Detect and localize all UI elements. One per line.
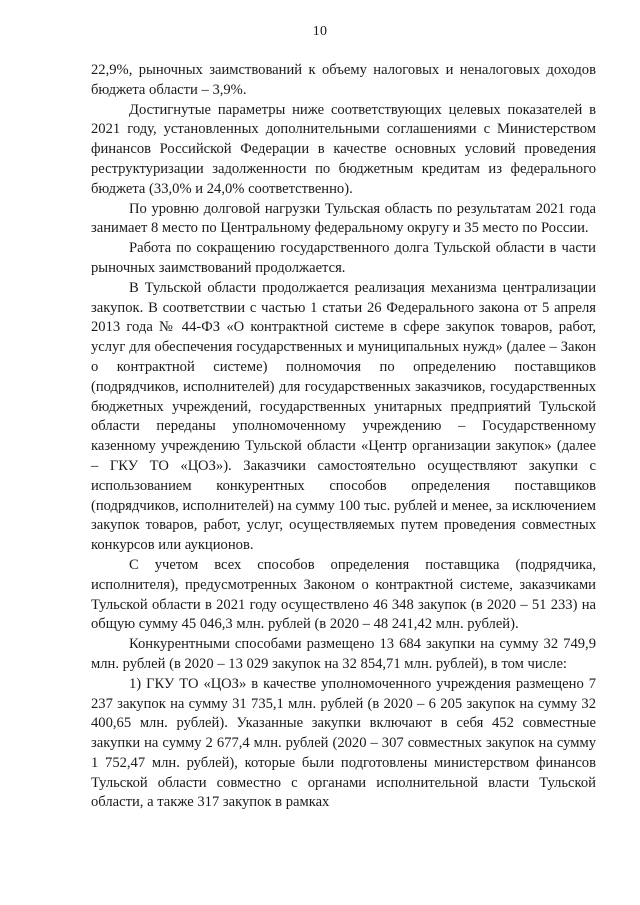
paragraph-procurement-centralization: В Тульской области продолжается реализация механизма централизации закупок. В соответствии с частью 1 статьи 26 Федерального закона от 5 апреля 2013 года № 44-ФЗ «О контрактной системе в сфере закупок товаров, работ, услуг для обеспечения государственных и муниципальных нужд» (далее – Закон о контрактной системе) полномочия по определению поставщиков (подрядчиков, исполнителей) для государственных заказчиков, государственных бюджетных учреждений, государственных унитарных предприятий Тульской области переданы уполномоченному учреждению – Государственному казенному учреждению Тульской области «Центр организации закупок» (далее – ГКУ ТО «ЦОЗ»). Заказчики самостоятельно осуществляют закупки с использованием конкурентных способов определения поставщиков (подрядчиков, исполнителей) на сумму 100 тыс. рублей и менее, за исключением закупок товаров, работ, услуг, осуществляемых путем проведения совместных конкурсов или аукционов. [91, 279, 596, 554]
paragraph-debt-reduction: Работа по сокращению государственного долга Тульской области в части рыночных заимствований продолжается. [91, 240, 596, 276]
paragraph-procurement-totals: С учетом всех способов определения поставщика (подрядчика, исполнителя), предусмотренных Законом о контрактной системе, заказчиками Тульской области в 2021 году осуществлено 46 348 закупок (в 2020 – 51 233) на общую сумму 45 046,3 млн. рублей (в 2020 – 48 241,42 млн. рублей). [91, 556, 596, 633]
paragraph-continuation: 22,9%, рыночных заимствований к объему налоговых и неналоговых доходов бюджета области – 3,9%. [91, 62, 596, 98]
paragraph-target-indicators: Достигнутые параметры ниже соответствующих целевых показателей в 2021 году, установленных дополнительными соглашениями с Министерством финансов Российской Федерации в качестве основных условий проведения реструктуризации задолженности по бюджетным кредитам из федерального бюджета (33,0% и 24,0% соответственно). [91, 101, 596, 197]
paragraph-competitive-procurement: Конкурентными способами размещено 13 684 закупки на сумму 32 749,9 млн. рублей (в 2020 – 13 029 закупок на 32 854,71 млн. рублей), в том числе: [91, 636, 596, 672]
document-body [91, 61, 596, 813]
page-number: 10 [312, 24, 328, 39]
paragraph-debt-ranking: По уровню долговой нагрузки Тульская область по результатам 2021 года занимает 8 место по Центральному федеральному округу и 35 место по России. [91, 200, 596, 237]
paragraph-list-item-1: 1) ГКУ ТО «ЦОЗ» в качестве уполномоченного учреждения размещено 7 237 закупок на сумму 31 735,1 млн. рублей (в 2020 – 6 205 закупок на сумму 32 400,65 млн. рублей). Указанные закупки включают в себя 452 совместные закупки на сумму 2 677,4 млн. рублей (2020 – 307 совместных закупок на сумму 1 752,47 млн. рублей), которые были подготовлены министерством финансов Тульской области совместно с органами исполнительной власти Тульской области, а также 317 закупок в рамках [91, 675, 596, 811]
